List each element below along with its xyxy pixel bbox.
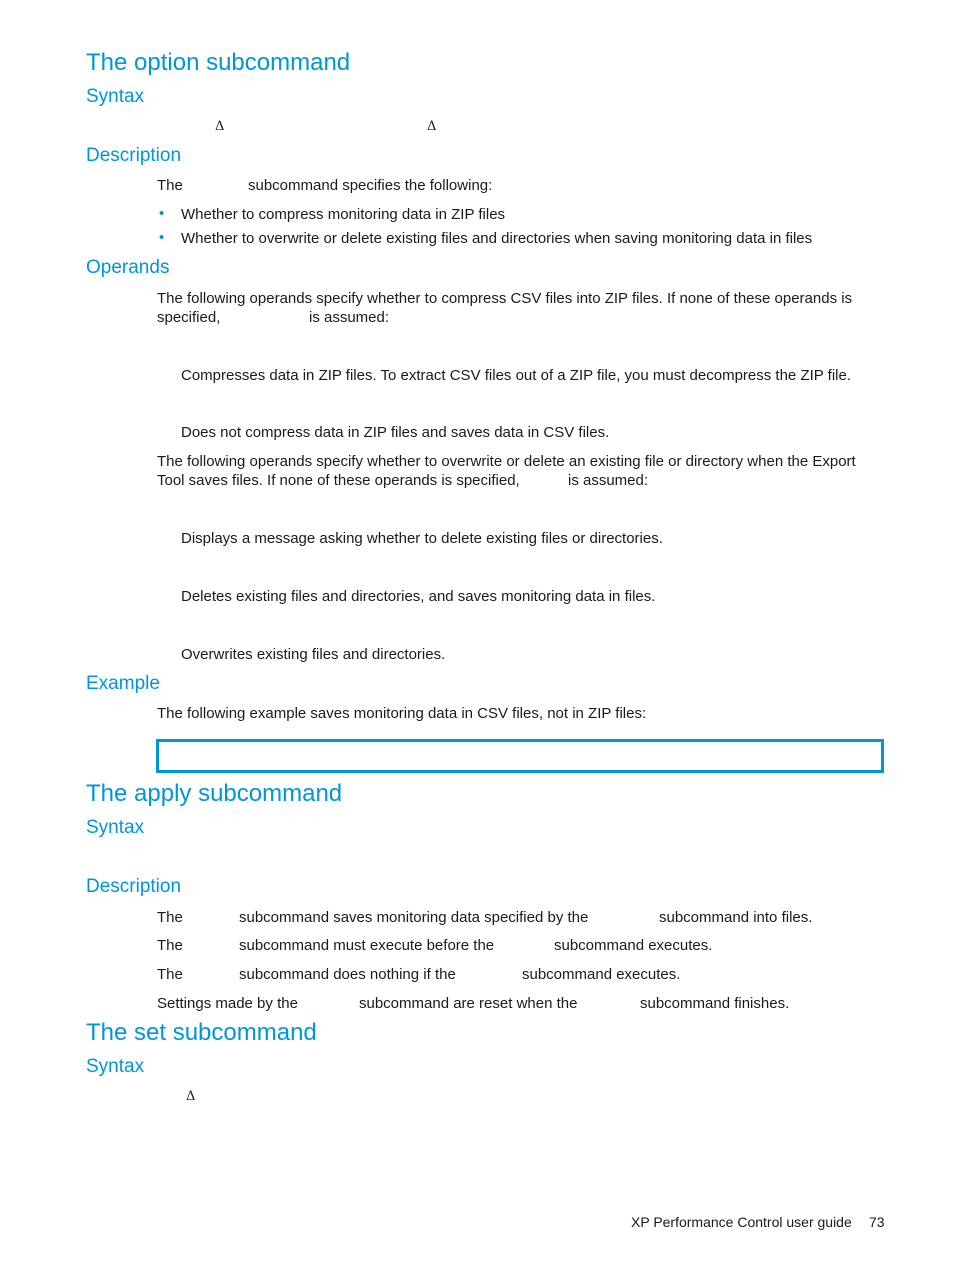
apply-line-2-b: subcommand must execute before the xyxy=(239,937,495,954)
option-operands-heading: Operands xyxy=(86,257,170,278)
overwrite-description: Overwrites existing files and directories. xyxy=(181,646,446,663)
example-text: The following example saves monitoring data in CSV files, not in ZIP files: xyxy=(157,705,647,722)
option-heading: The option subcommand xyxy=(86,49,351,76)
option-description-heading: Description xyxy=(86,145,182,166)
apply-line-4-c: subcommand finishes. xyxy=(640,995,790,1012)
example-code-box xyxy=(156,739,884,773)
set-heading: The set subcommand xyxy=(86,1019,317,1046)
apply-line-3-c: subcommand executes. xyxy=(522,966,681,983)
set-syntax-heading: Syntax xyxy=(86,1056,145,1077)
apply-line-3-b: subcommand does nothing if the xyxy=(239,966,456,983)
bullet-marker: • xyxy=(159,205,165,222)
apply-line-4-b: subcommand are reset when the xyxy=(359,995,578,1012)
nocompress-description: Does not compress data in ZIP files and saves data in CSV files. xyxy=(181,424,610,441)
apply-line-2-c: subcommand executes. xyxy=(554,937,713,954)
option-desc-rest: subcommand specifies the following: xyxy=(248,177,493,194)
apply-description-heading: Description xyxy=(86,876,182,897)
apply-line-4-a: Settings made by the xyxy=(157,995,298,1012)
operands-intro-line-2b: is assumed: xyxy=(309,309,390,326)
apply-line-3-a: The xyxy=(157,966,183,983)
ask-description: Displays a message asking whether to delete existing files or directories. xyxy=(181,530,663,547)
apply-line-2-a: The xyxy=(157,937,183,954)
operands-intro-line-1: The following operands specify whether to compress CSV files into ZIP files. If none of these operands is xyxy=(157,290,853,307)
overwrite-intro-line-1: The following operands specify whether to overwrite or delete an existing file or directory when the Export xyxy=(157,453,856,470)
apply-line-1-b: subcommand saves monitoring data specified by the xyxy=(239,909,589,926)
operands-intro-line-2a: specified, xyxy=(157,309,221,326)
apply-syntax-heading: Syntax xyxy=(86,817,145,838)
clear-description: Deletes existing files and directories, and saves monitoring data in files. xyxy=(181,588,656,605)
apply-heading: The apply subcommand xyxy=(86,780,343,807)
page-number: 73 xyxy=(869,1214,885,1230)
apply-line-1-a: The xyxy=(157,909,183,926)
bullet-item: Whether to overwrite or delete existing files and directories when saving monitoring data in files xyxy=(181,230,813,247)
option-example-heading: Example xyxy=(86,673,160,694)
apply-line-1-c: subcommand into files. xyxy=(659,909,813,926)
overwrite-intro-line-2b: is assumed: xyxy=(568,472,649,489)
bullet-item: Whether to compress monitoring data in ZIP files xyxy=(181,206,506,223)
option-syntax-delta-1: Δ xyxy=(215,119,225,134)
option-syntax-heading: Syntax xyxy=(86,86,145,107)
set-syntax-delta: Δ xyxy=(186,1089,196,1104)
option-syntax-delta-2: Δ xyxy=(427,119,437,134)
bullet-marker: • xyxy=(159,229,165,246)
overwrite-intro-line-2a: Tool saves files. If none of these operands is specified, xyxy=(157,472,520,489)
compress-description: Compresses data in ZIP files. To extract CSV files out of a ZIP file, you must decompress the ZIP file. xyxy=(181,367,852,384)
footer-title: XP Performance Control user guide xyxy=(631,1214,852,1230)
option-desc-the: The xyxy=(157,177,183,194)
